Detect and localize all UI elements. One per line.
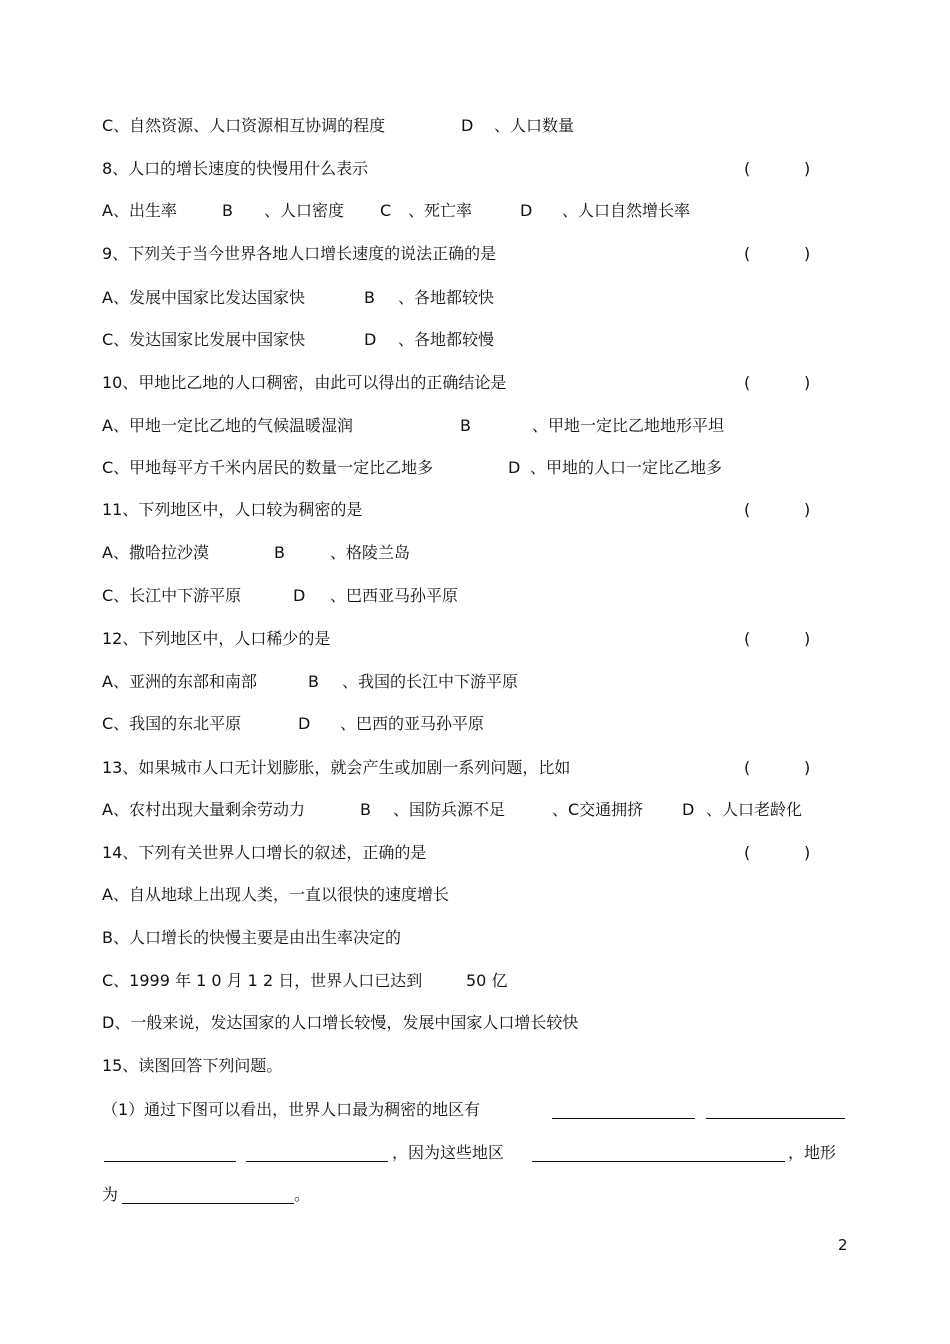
question-8-stem: 8、人口的增长速度的快慢用什么表示 — [102, 159, 369, 178]
answer-blank-4[interactable] — [246, 1140, 388, 1162]
terrain-label: 为 — [102, 1185, 119, 1204]
question-9-options-cd — [0, 327, 950, 353]
question-13 — [0, 755, 950, 781]
option-c: C、长江中下游平原 — [102, 586, 242, 605]
answer-paren: ( ) — [744, 629, 811, 648]
option-d-text: 、甲地的人口一定比乙地多 — [530, 458, 723, 477]
reason-text: ，因为这些地区 — [392, 1143, 505, 1162]
question-12-options-cd — [0, 711, 950, 737]
question-15-part-1-cont — [0, 1140, 950, 1166]
question-12-options-ab — [0, 669, 950, 695]
option-d-text: 、人口数量 — [494, 116, 575, 135]
option-d-letter: D — [508, 458, 521, 477]
question-15 — [0, 1053, 950, 1079]
option-b-text: 、甲地一定比乙地地形平坦 — [532, 416, 725, 435]
answer-paren: ( ) — [744, 843, 811, 862]
option-b-text: 、各地都较快 — [398, 288, 495, 307]
option-d-text: 、人口自然增长率 — [562, 201, 691, 220]
option-d-text: 、巴西亚马孙平原 — [330, 586, 459, 605]
question-9-stem: 9、下列关于当今世界各地人口增长速度的说法正确的是 — [102, 244, 497, 263]
option-c: C、甲地每平方千米内居民的数量一定比乙地多 — [102, 458, 434, 477]
question-10 — [0, 370, 950, 396]
option-b-text: 、我国的长江中下游平原 — [342, 672, 519, 691]
question-14-stem: 14、下列有关世界人口增长的叙述，正确的是 — [102, 843, 427, 862]
option-a: A、亚洲的东部和南部 — [102, 672, 257, 691]
option-b-letter: B — [460, 416, 471, 435]
option-d-letter: D — [461, 116, 474, 135]
page-number: 2 — [838, 1236, 848, 1254]
option-c-text: C、自然资源、人口资源相互协调的程度 — [102, 116, 386, 135]
option-d-letter: D — [293, 586, 306, 605]
option-a: A、撒哈拉沙漠 — [102, 543, 209, 562]
option-c-text: 、死亡率 — [408, 201, 473, 220]
option-d-letter: D — [520, 201, 533, 220]
question-10-options-ab — [0, 413, 950, 439]
terrain-text: ，地形 — [788, 1143, 837, 1162]
option-c-letter: C — [380, 201, 392, 220]
option-d: D、一般来说，发达国家的人口增长较慢，发展中国家人口增长较快 — [102, 1013, 579, 1032]
question-12-stem: 12、下列地区中，人口稀少的是 — [102, 629, 331, 648]
option-b: B、人口增长的快慢主要是由出生率决定的 — [102, 928, 401, 947]
question-11-stem: 11、下列地区中，人口较为稠密的是 — [102, 500, 363, 519]
option-c: C、我国的东北平原 — [102, 714, 242, 733]
question-11 — [0, 497, 950, 523]
option-a: A、甲地一定比乙地的气候温暖湿润 — [102, 416, 353, 435]
answer-paren: ( ) — [744, 159, 811, 178]
answer-blank-2[interactable] — [706, 1097, 845, 1119]
question-14-option-a — [0, 882, 950, 908]
option-b-text: 、国防兵源不足 — [393, 800, 506, 819]
question-14-option-d — [0, 1010, 950, 1036]
question-15-part-1-end — [0, 1182, 950, 1208]
question-8 — [0, 156, 950, 182]
part-1-text: （1）通过下图可以看出，世界人口最为稠密的地区有 — [102, 1100, 481, 1119]
question-11-options-ab — [0, 540, 950, 566]
option-b-letter: B — [274, 543, 285, 562]
option-d-letter: D — [298, 714, 311, 733]
option-d-text: 、人口老龄化 — [706, 800, 803, 819]
option-b-letter: B — [364, 288, 375, 307]
answer-paren: ( ) — [744, 244, 811, 263]
option-c-value: 50 亿 — [466, 971, 508, 990]
question-10-options-cd — [0, 455, 950, 481]
option-a: A、自从地球上出现人类，一直以很快的速度增长 — [102, 885, 449, 904]
period: 。 — [294, 1185, 311, 1204]
answer-blank-1[interactable] — [552, 1097, 695, 1119]
option-b-text: 、人口密度 — [264, 201, 345, 220]
answer-paren: ( ) — [744, 500, 811, 519]
question-10-stem: 10、甲地比乙地的人口稠密，由此可以得出的正确结论是 — [102, 373, 507, 392]
question-15-stem: 15、读图回答下列问题。 — [102, 1056, 283, 1075]
question-15-part-1 — [0, 1097, 950, 1123]
question-13-stem: 13、如果城市人口无计划膨胀，就会产生或加剧一系列问题，比如 — [102, 758, 571, 777]
option-b-letter: B — [308, 672, 319, 691]
question-8-options — [0, 198, 950, 224]
option-d-letter: D — [682, 800, 695, 819]
option-d-text: 、各地都较慢 — [398, 330, 495, 349]
question-11-options-cd — [0, 583, 950, 609]
question-12 — [0, 626, 950, 652]
option-line-7cd — [0, 113, 950, 139]
answer-paren: ( ) — [744, 758, 811, 777]
question-13-options — [0, 797, 950, 823]
option-b-text: 、格陵兰岛 — [330, 543, 411, 562]
question-9 — [0, 241, 950, 267]
answer-paren: ( ) — [744, 373, 811, 392]
answer-blank-5[interactable] — [532, 1140, 785, 1162]
question-14-option-b — [0, 925, 950, 951]
option-d-letter: D — [364, 330, 377, 349]
option-a: A、农村出现大量剩余劳动力 — [102, 800, 305, 819]
option-d-text: 、巴西的亚马孙平原 — [340, 714, 485, 733]
option-a: A、发展中国家比发达国家快 — [102, 288, 305, 307]
question-9-options-ab — [0, 285, 950, 311]
question-14 — [0, 840, 950, 866]
option-c: 、C交通拥挤 — [552, 800, 644, 819]
option-a: A、出生率 — [102, 201, 177, 220]
option-b-letter: B — [360, 800, 371, 819]
option-b-letter: B — [222, 201, 233, 220]
answer-blank-6[interactable] — [122, 1182, 294, 1204]
option-c: C、1999 年 1 0 月 1 2 日，世界人口已达到 — [102, 971, 423, 990]
answer-blank-3[interactable] — [104, 1140, 236, 1162]
option-c: C、发达国家比发展中国家快 — [102, 330, 306, 349]
question-14-option-c — [0, 968, 950, 994]
